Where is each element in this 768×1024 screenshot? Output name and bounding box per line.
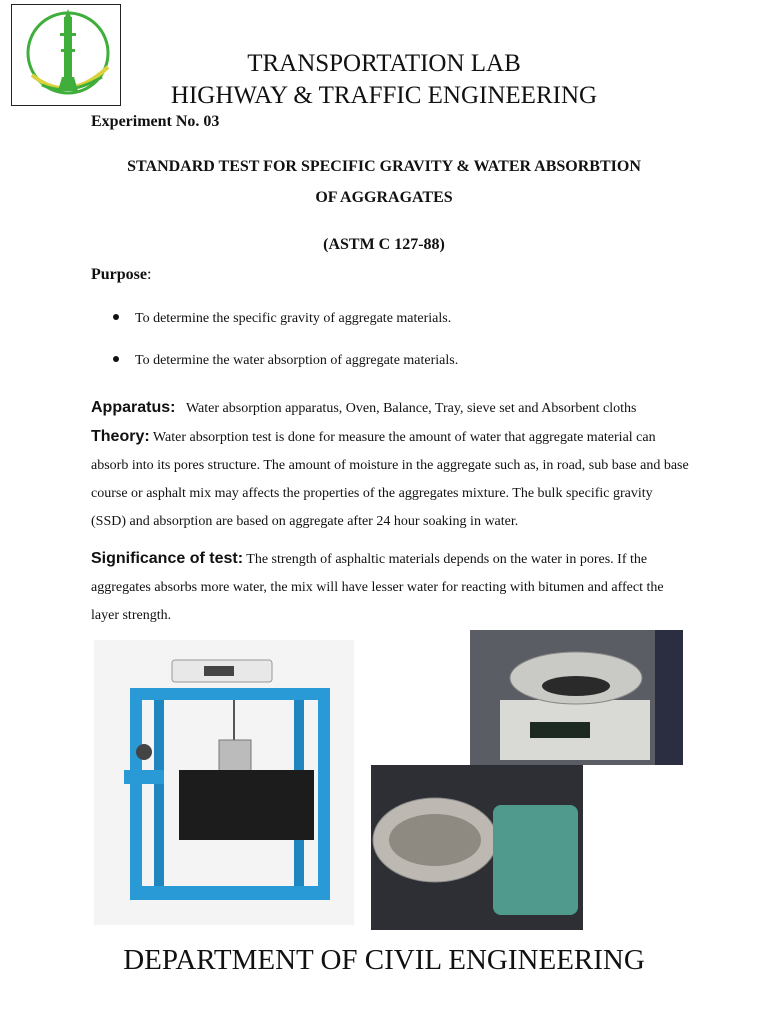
experiment-number: Experiment No. 03 (91, 113, 220, 130)
purpose-item: To determine the water absorption of aggregate materials. (113, 353, 458, 369)
department-footer: DEPARTMENT OF CIVIL ENGINEERING (123, 944, 645, 976)
purpose-item: To determine the specific gravity of aggregate materials. (113, 311, 451, 327)
water-absorption-apparatus-image (94, 640, 354, 925)
significance-text: The strength of asphaltic materials depends on the water in pores. If the aggregates absorbs more water, the mix will have lesser water for reacting with bitumen and affect the layer strength. (91, 552, 664, 623)
experiment-title-line2: OF AGGRAGATES (315, 189, 453, 206)
lab-title (0, 48, 768, 112)
apparatus-section (91, 394, 691, 423)
theory-heading: Theory: (91, 428, 150, 445)
theory-text: Water absorption test is done for measure the amount of water that aggregate material can absorb into its pores structure. The amount of moisture in the aggregate such as, in road, sub base and base course or asphalt mix may affects the properties of the aggregates mixture. The bulk specific gravity (SSD) and absorption are based on aggregate after 24 hour soaking in water. (91, 430, 689, 529)
lab-title-line1: TRANSPORTATION LAB (247, 50, 521, 77)
purpose-heading: Purpose: (91, 266, 152, 283)
balance-with-aggregate-image (470, 630, 683, 765)
pan-and-cloth-image (371, 765, 583, 930)
significance-section (91, 545, 691, 630)
bullet-icon (113, 314, 119, 320)
bullet-icon (113, 356, 119, 362)
theory-section (91, 423, 691, 536)
apparatus-text: Water absorption apparatus, Oven, Balance, Tray, sieve set and Absorbent cloths (185, 401, 637, 416)
lab-title-line2: HIGHWAY & TRAFFIC ENGINEERING (170, 82, 598, 109)
experiment-title-line1: STANDARD TEST FOR SPECIFIC GRAVITY & WATER ABSORBTION (127, 158, 641, 175)
astm-standard: (ASTM C 127-88) (323, 236, 445, 253)
significance-heading: Significance of test: (91, 550, 244, 567)
apparatus-heading: Apparatus: (91, 399, 176, 416)
